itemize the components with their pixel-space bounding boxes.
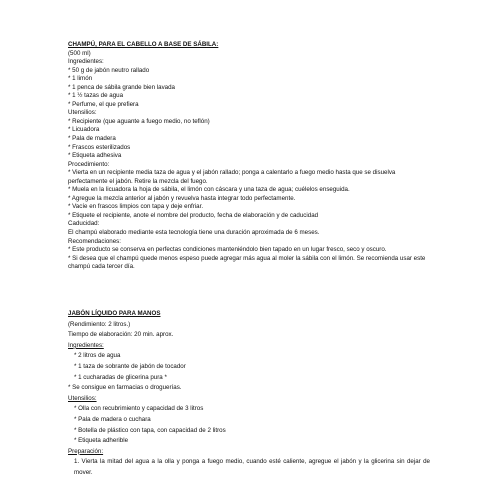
rendimiento-text: (Rendimiento: 2 litros.) — [68, 320, 131, 328]
text-line: * Recipiente (que aguante a fuego medio, no teflón) — [68, 117, 210, 125]
text-line: El champú elaborado mediante esta tecnología tiene una duración aproximada de 6 meses. — [68, 229, 320, 237]
text-line: * 50 g de jabón neutro rallado — [68, 66, 150, 74]
ingredientes-heading: Ingredientes: — [68, 341, 104, 349]
shampoo-title: CHAMPÚ, PARA EL CABELLO A BASE DE SÁBILA: — [68, 41, 219, 48]
text-line: Utensilios: — [68, 109, 97, 117]
soap-title: JABÓN LÍQUIDO PARA MANOS — [68, 310, 161, 317]
text-line: * Muela en la licuadora la hoja de sábila, el limón con cáscara y una taza de agua; cuélelos enseguida. — [68, 186, 350, 194]
tiempo-text: Tiempo de elaboración: 20 min. aprox. — [68, 331, 174, 339]
liquid-soap-recipe-section — [68, 309, 430, 479]
text-line: * Licuadora — [68, 126, 100, 134]
text-line: * Perfume, el que prefiera — [68, 100, 139, 108]
text-line: * 1 penca de sábila grande bien lavada — [68, 83, 175, 91]
list-item: * Botella de plástico con tapa, con capacidad de 2 litros — [74, 426, 226, 434]
text-line: (500 ml) — [68, 49, 91, 57]
preparation-step: 1. Vierta la mitad del agua a la olla y ponga a fuego medio, cuando esté caliente, agregue el jabón y la glicerina sin dejar de mover. — [74, 458, 430, 476]
text-line: Caducidad: — [68, 220, 100, 228]
preparacion-heading: Preparación: — [68, 447, 104, 455]
list-item: * 1 cucharadas de glicerina pura * — [74, 373, 167, 381]
paragraph: * Vierta en un recipiente media taza de agua y el jabón rallado; ponga a calentarlo a fuego medio hasta que se disuelva perfectamente el jabón. Retire la mezcla del fuego. — [68, 169, 396, 185]
text-line: * Pala de madera — [68, 135, 116, 143]
text-line: * Vacíe en frascos limpios con tapa y deje enfriar. — [68, 203, 204, 211]
text-line: * Agregue la mezcla anterior al jabón y revuelva hasta integrar todo perfectamente. — [68, 194, 296, 202]
paragraph: * Si desea que el champú quede menos espeso puede agregar más agua al moler la sábila con el limón. Se recomienda usar este champú cada tercer día. — [68, 254, 426, 271]
text-line: * 1 ½ tazas de agua — [68, 92, 124, 100]
list-item: * 1 taza de sobrante de jabón de tocador — [74, 362, 186, 370]
paragraph: * Este producto se conserva en perfectas condiciones manteniéndolo bien tapado en un lugar fresco, seco y oscuro. — [68, 246, 387, 254]
text-line: * Etiquete el recipiente, anote el nombre del producto, fecha de elaboración y de caducidad — [68, 211, 319, 219]
text-line: * 1 limón — [68, 75, 93, 83]
list-item: * Etiqueta adherible — [74, 437, 129, 445]
note-text: * Se consigue en farmacias o droguerías. — [68, 384, 182, 392]
text-line: * Etiqueta adhesiva — [68, 152, 122, 160]
text-line: * Frascos esterilizados — [68, 143, 131, 151]
list-item: * Olla con recubrimiento y capacidad de 3 litros — [74, 405, 204, 413]
text-line: Ingredientes: — [68, 58, 104, 66]
list-item: * 2 litros de agua — [74, 352, 121, 360]
utensilios-heading: Utensilios: — [68, 394, 97, 402]
list-item: * Pala de madera o cuchara — [74, 415, 151, 423]
text-line: Recomendaciones: — [68, 237, 121, 245]
text-line: Procedimiento: — [68, 160, 110, 168]
shampoo-recipe-section — [68, 41, 430, 272]
